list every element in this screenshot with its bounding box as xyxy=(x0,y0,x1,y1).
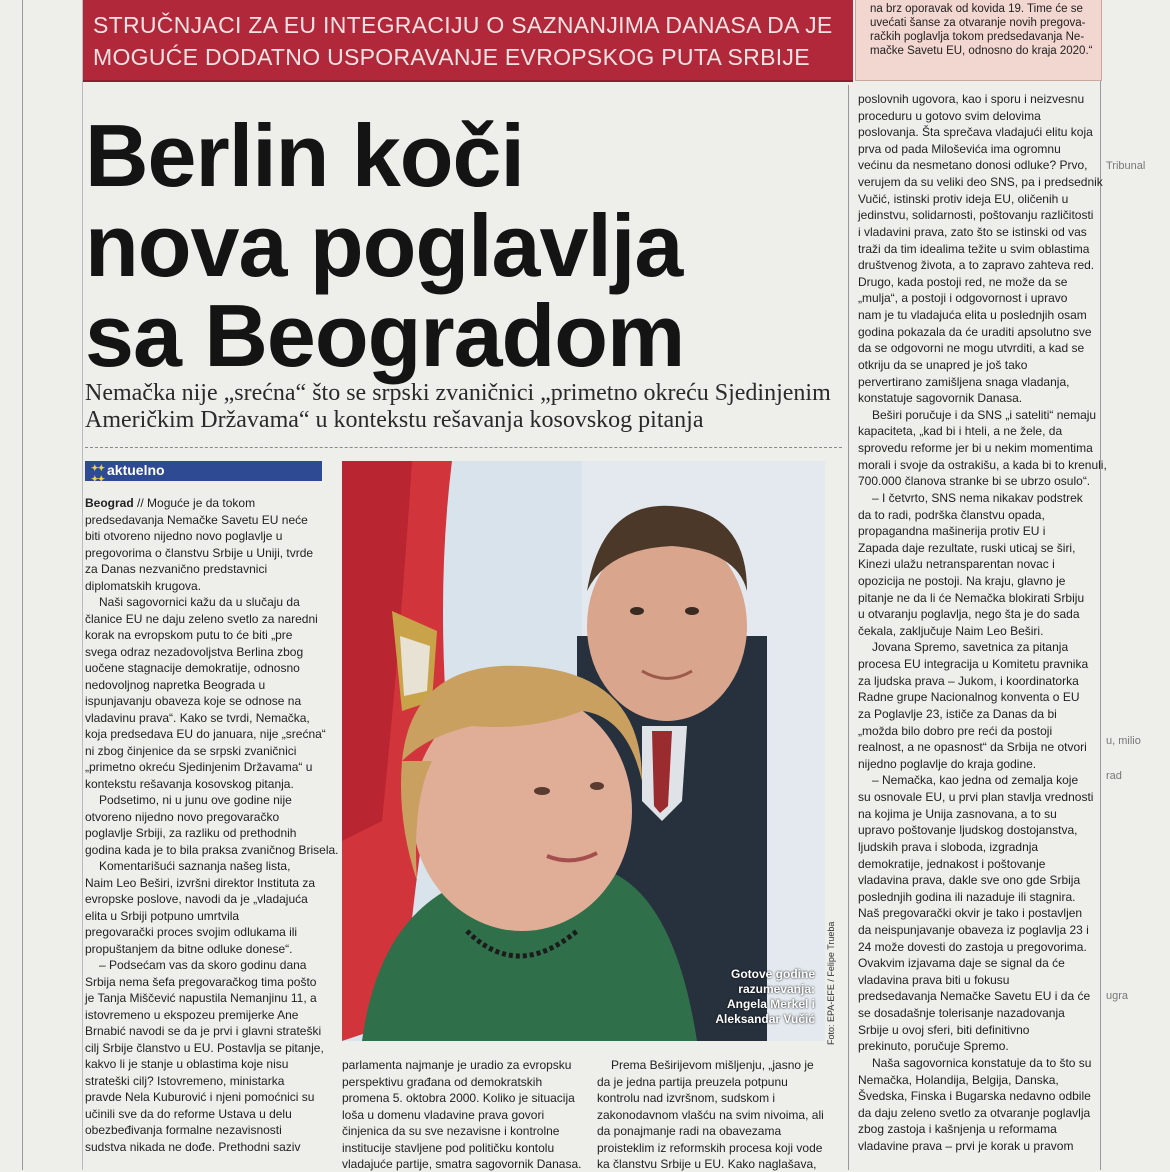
caption-line: Gotove godine xyxy=(731,967,815,981)
text-line: vladavina prava biti u fokusu xyxy=(858,972,1010,987)
box-line: račkih poglavlja tokom predsedavanja Ne- xyxy=(870,31,1085,43)
kicker-line: MOGUĆE DODATNO USPORAVANJE EVROPSKOG PUTA SRBIJE xyxy=(93,44,810,70)
eu-stars-icon: ✦✦ ✦✦ xyxy=(91,463,105,484)
text-line: biti otvoreno nijedno novo poglavlje u xyxy=(85,529,283,543)
text-line: ispunjavanju obaveza koje se odnose na xyxy=(85,694,302,708)
text-line: evropske poslove, navodi da je „vladajuća xyxy=(85,892,308,906)
text-line: obezbeđivanja formalne nezavisnosti xyxy=(85,1123,282,1137)
text-line: poglavlje Srbiji, za razliku od prethodnih xyxy=(85,826,297,840)
text-line: Naim Leo Beširi, izvršni direktor Instituta za xyxy=(85,875,316,890)
text-line: upravo poštovanje ljudskog dostojanstva, xyxy=(858,823,1078,838)
text-line: pervertirano zamišljena snaga vladanja, xyxy=(858,374,1070,389)
section-tag-label: aktuelno xyxy=(107,462,165,478)
text-line: kontrolu nad izvršnom, sudskom i xyxy=(597,1091,776,1105)
kicker-line: STRUČNJACI ZA EU INTEGRACIJU O SAZNANJIMA DANASA DA JE xyxy=(93,12,833,38)
text-line: društvenog života, a to zapravo zahteva red. xyxy=(858,258,1095,273)
text-line: korak na evropskom putu to će biti „pre xyxy=(85,628,293,642)
text-line: zakonodavnom vlašću na svim nivoima, ali xyxy=(597,1107,824,1122)
text-line: Zapada daje rezultate, ruski uticaj se širi, xyxy=(858,540,1076,555)
text-line: prekinuto, poručuje Spremo. xyxy=(858,1039,1009,1054)
text-line: i vladavini prava, zato što se istinski od vas xyxy=(858,224,1087,239)
photo-credit: Foto: EPA-EFE / Felipe Trueba xyxy=(826,921,836,1045)
text-line: članice EU ne daju zeleno svetlo za naredni xyxy=(85,611,318,626)
text-line: da je jedna partija preuzela potpunu xyxy=(597,1074,788,1089)
text-line: istovremeno u ekspozeu premijerke Ane xyxy=(85,1007,299,1022)
text-line: čekala, zaključuje Naim Leo Beširi. xyxy=(858,623,1044,638)
text-line: na kojima je Unija zasnovana, a to su xyxy=(858,806,1057,821)
text-line: Komentarišući saznanja našeg lista, xyxy=(99,859,291,873)
headline-line: Berlin koči xyxy=(85,106,524,205)
deck-line: Nemačka nije „srećna“ što se srpski zvaničnici „primetno okreću Sjedinjenim xyxy=(85,380,831,406)
text-line: morali i svoje da ostrakišu, a kada bi to krenuli, xyxy=(858,457,1107,472)
text-line: za Poglavlje 23, ističe za Danas da bi xyxy=(858,706,1057,721)
text-line: verujem da su veliki deo SNS, pa i predsednik xyxy=(858,175,1103,190)
text-line: otkriju da se unapred je još tako xyxy=(858,357,1028,372)
text-line: se dosadašnje tolerisanje nazadovanja xyxy=(858,1006,1065,1021)
text-line: strateški cilj? Istovremeno, ministarka xyxy=(85,1073,285,1088)
text-line: poslednjih godina ili nazaduje ili stagnira. xyxy=(858,889,1076,904)
text-line: Srbije u ovoj sferi, biti definitivno xyxy=(858,1022,1030,1037)
text-line: Podsetimo, ni u junu ove godine nije xyxy=(99,793,292,807)
text-line: elita u Srbiji potpuno umrtvila xyxy=(85,908,240,923)
caption-line: Aleksandar Vučić xyxy=(715,1012,815,1026)
text-line: pravde Nela Kuburović i njeni pomoćnici su xyxy=(85,1090,315,1104)
right-column-rule xyxy=(848,85,849,1170)
text-line: uočene stagnacije demokratije, odnosno xyxy=(85,661,300,675)
text-line: u otvaranju poglavlja, nego šta je do sada xyxy=(858,607,1080,622)
text-line: ka članstvu Srbije u EU. Kako naglašava, xyxy=(597,1157,817,1171)
text-line: da daju zeleno svetlo za otvaranje poglavlja xyxy=(858,1105,1091,1120)
text-line: parlamenta najmanje je uradio za evropsku xyxy=(342,1058,572,1072)
text-line: Kinezi ulažu netransparentan novac i xyxy=(858,557,1055,572)
edge-fragment: u, milio xyxy=(1106,735,1141,747)
text-line: diplomatskih krugova. xyxy=(85,578,202,593)
text-line: proisteklim iz reformskih procesa koji vode xyxy=(597,1140,823,1155)
text-line: Švedska, Finska i Bugarska nedavno odbile xyxy=(858,1089,1091,1104)
text-line: Vučić, istinski protiv ideja EU, oličenih u xyxy=(858,191,1069,206)
text-line: promena 5. oktobra 2000. Koliko je situacija xyxy=(342,1091,575,1105)
box-line: na brz oporavak od kovida 19. Time će se xyxy=(870,3,1083,15)
text-line: – Podsećam vas da skoro godinu dana xyxy=(99,958,307,972)
text-line: poslovanja. Šta sprečava vladajući elitu koja xyxy=(858,125,1093,140)
edge-fragment: ugra xyxy=(1106,990,1129,1002)
text-line: „mulja“, a postoji i odgovornost i upravo xyxy=(858,291,1068,306)
text-line: Nemačka, Holandija, Belgija, Danska, xyxy=(858,1072,1059,1087)
text-line: sudstva nikada ne dođe. Prethodni saziv xyxy=(85,1139,301,1154)
text-line: pregovarački proces svojim odlukama ili xyxy=(85,925,298,939)
text-line: za Danas nezvanično predstavnici xyxy=(85,562,268,576)
text-line: ni zbog činjenice da se srpski zvaničnici xyxy=(85,743,297,758)
text-line: učinili sve da do reforme Ustava u delu xyxy=(85,1106,292,1121)
text-line: prva od pada Miloševića ima ogromnu xyxy=(858,141,1061,156)
edge-fragment: rad xyxy=(1106,770,1122,782)
text-line: Naša sagovornica konstatuje da to što su xyxy=(872,1055,1092,1070)
caption-line: Angela Merkel i xyxy=(726,997,815,1011)
text-line: „primetno okreću Sjedinjenim Državama“ u xyxy=(85,760,313,774)
box-line: mačke Savetu EU, odnosno do kraja 2020.“ xyxy=(870,45,1093,57)
text-line: da ponajmanje radi na obavezama xyxy=(597,1124,782,1138)
text-line: otvoreno nijedno novo pregovaračko xyxy=(85,809,280,824)
text-line: činjenica da su sve nezavisne i kontrolne xyxy=(342,1124,560,1138)
text-line: Brnabić navodi se da je prvi i glavni strateški xyxy=(85,1024,322,1038)
edge-fragment: Tribunal xyxy=(1106,160,1146,172)
photo-caption xyxy=(715,967,815,1027)
deck-line: Američkim Državama“ u kontekstu rešavanja kosovskog pitanja xyxy=(85,407,704,433)
section-tag xyxy=(85,461,322,484)
text-line: Beograd // Moguće je da tokom xyxy=(85,496,256,510)
text-line: loša u domenu vladavine prava govori xyxy=(342,1107,545,1122)
text-line: predsedavanja Nemačke Savetu EU i da će xyxy=(858,989,1091,1004)
text-line: svega odraz nezadovoljstva Berlina zbog xyxy=(85,644,304,659)
text-line: poslovnih ugovora, kao i sporu i neizvesnu xyxy=(858,92,1085,106)
text-line: ljudskih prava i sloboda, izgradnja xyxy=(858,839,1039,854)
text-line: „možda bilo dobro pre reći da postoji xyxy=(858,723,1053,738)
text-line: Ovakvim izjavama daje se signal da će xyxy=(858,956,1065,971)
kicker-banner xyxy=(83,0,853,82)
text-line: institucije stavljene pod političku kontolu xyxy=(342,1140,555,1155)
text-line: vladajuće partije, smatra sagovornik Danasa. xyxy=(342,1157,582,1171)
top-right-box xyxy=(855,0,1102,81)
text-line: vladavine prava – prvi je korak u pravom xyxy=(858,1139,1074,1154)
text-line: Naš pregovarački okvir je tako i postavljen xyxy=(858,906,1083,921)
text-line: su osnovale EU, u prvi plan stavlja vrednosti xyxy=(858,790,1094,805)
text-line: perspektivu građana od demokratskih xyxy=(342,1074,543,1089)
text-line: Radne grupe Nacionalnog konventa o EU xyxy=(858,690,1080,705)
headline-line: sa Beogradom xyxy=(85,286,685,385)
text-line: Beširi poručuje i da SNS „i sateliti“ nemaju xyxy=(872,407,1097,422)
text-line: Drugo, kada postoji red, ne može da se xyxy=(858,274,1068,289)
text-line: da se odgovorni ne mogu utvrditi, a kad se xyxy=(858,341,1085,356)
text-line: propuštanjem da bitne odluke donese“. xyxy=(85,941,293,956)
text-line: koja predsedava EU do januara, nije „srećna“ xyxy=(85,727,326,741)
text-line: – Nemačka, kao jedna od zemalja koje xyxy=(872,773,1079,788)
text-line: cilj Srbije članstvo u EU. Postavlja se pitanje, xyxy=(85,1040,324,1055)
text-line: zbog zastoja i kašnjenja u reformama xyxy=(858,1122,1057,1137)
text-line: nam je tu vladajuća elita u poslednjih osam xyxy=(858,308,1087,323)
caption-line: razumevanja: xyxy=(738,982,815,996)
box-line: uvećati šanse za otvaranje novih pregova- xyxy=(870,17,1086,29)
text-line: kakvo li je stanje u oblastima koje nisu xyxy=(85,1057,289,1071)
text-line: procesa EU integracija u Komitetu pravnika xyxy=(858,657,1089,672)
text-line: kapaciteta, „kad bi i hteli, a ne žele, da xyxy=(858,424,1063,439)
text-line: godina pokazala da će uraditi apsolutno sve xyxy=(858,324,1092,339)
left-margin-rule xyxy=(22,0,23,1170)
text-line: nedovoljnog napretka Beograda u xyxy=(85,677,266,692)
text-line: jedinstvu, solidarnosti, poštovanju različitosti xyxy=(858,208,1094,223)
text-line: sprovedu reforme jer bi u nekim momentima xyxy=(858,441,1093,456)
text-line: realnost, a ne opasnost“ da Srbija ne otvori xyxy=(858,740,1087,755)
text-line: pregovorima o članstvu Srbije u Uniji, tvrde xyxy=(85,545,314,560)
left-column-rule xyxy=(82,0,83,1170)
text-line: vladavinu prava“. Kako se tvrdi, Nemačka, xyxy=(85,710,310,725)
text-line: pitanje ne da li će Nemačka blokirati Srbiju xyxy=(858,590,1085,605)
text-line: da to radi, podrška članstvu opada, xyxy=(858,507,1045,522)
headline-line: nova poglavlja xyxy=(85,196,683,295)
text-line: demokratije, jednakost i poštovanje xyxy=(858,856,1046,871)
text-line: predsedavanja Nemačke Savetu EU neće xyxy=(85,512,308,527)
text-line: vladavina prava, dakle sve ono gde Srbija xyxy=(858,873,1081,888)
text-line: proceduru u gotovo svim delovima xyxy=(858,108,1041,123)
text-line: – I četvrto, SNS nema nikakav podstrek xyxy=(872,490,1083,505)
text-line: većinu da nesmetano donosi odluke? Prvo, xyxy=(858,158,1088,173)
text-line: za ljudska prava – Jukom, i koordinatorka xyxy=(858,673,1079,688)
text-line: opozicija ne postoji. Na kraju, glavno je xyxy=(858,573,1066,588)
text-line: godina kada je to bila praksa zvaničnog Brisela. xyxy=(85,842,339,857)
article-photo xyxy=(342,461,825,1041)
text-line: nijedno poglavlje do kraja godine. xyxy=(858,756,1037,771)
text-line: da neispunjavanje obaveza iz poglavlja 23 i xyxy=(858,923,1089,937)
text-line: 24 može dovesti do zastoja u pregovorima. xyxy=(858,939,1087,954)
text-line: je Tanja Miščević napustila Nemanjinu 11, a xyxy=(85,991,317,1005)
text-line: propagandna mašinerija protiv EU i xyxy=(858,524,1046,539)
text-line: 700.000 članova stranke bi se ubrzo osulo“. xyxy=(858,474,1091,489)
deck-divider xyxy=(85,447,842,448)
text-line: Naši sagovornici kažu da u slučaju da xyxy=(99,595,300,609)
photo-illustration xyxy=(342,461,825,1041)
text-line: traži da tim idealima težite u svim oblastima xyxy=(858,241,1090,256)
text-line: kontekstu rešavanja kosovskog pitanja. xyxy=(85,776,294,791)
text-line: Jovana Spremo, savetnica za pitanja xyxy=(872,640,1069,655)
text-line: konstatuje sagovornik Danasa. xyxy=(858,391,1023,406)
text-line: Prema Beširijevom mišljenju, „jasno je xyxy=(611,1058,814,1072)
text-line: Srbija nema šefa pregovaračkog tima pošto xyxy=(85,974,317,989)
